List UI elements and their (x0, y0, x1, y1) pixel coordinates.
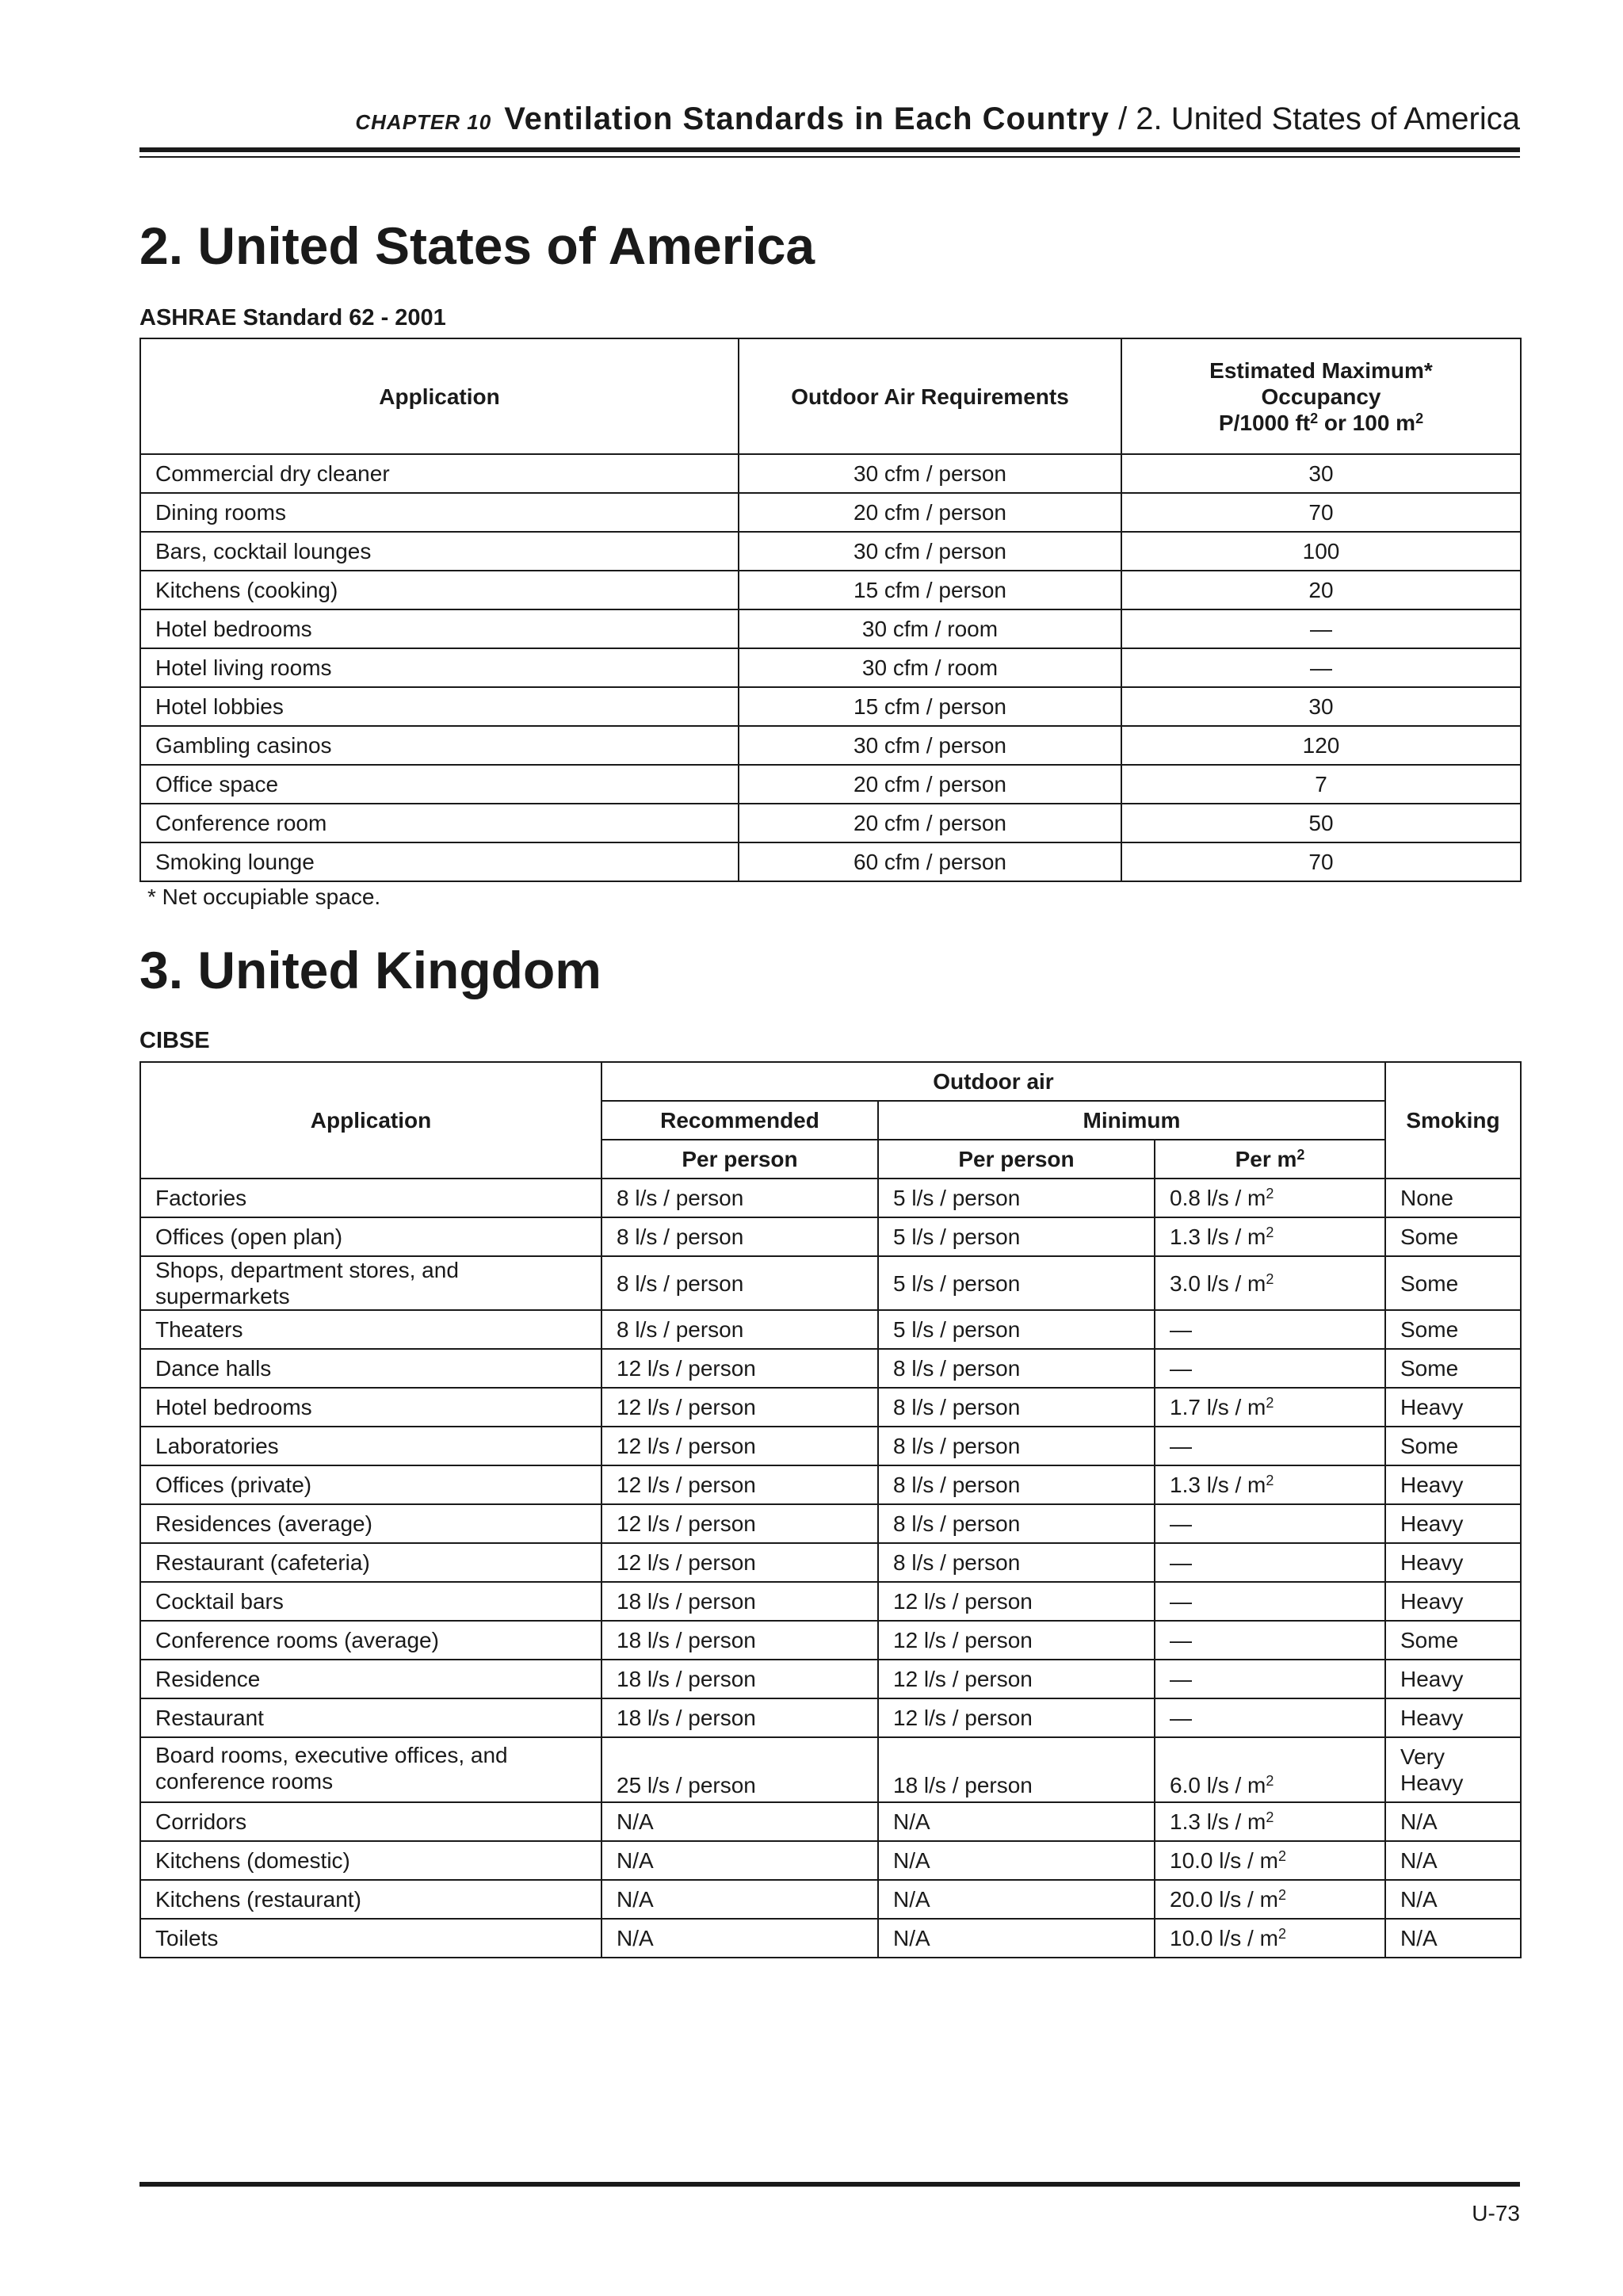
cell-minimum: N/A (878, 1802, 1155, 1841)
cell-application: Offices (open plan) (140, 1217, 601, 1256)
cell-minimum: 8 l/s / person (878, 1388, 1155, 1427)
per-m2-sup: 2 (1266, 1809, 1274, 1825)
col-min-per-m2 (1155, 1140, 1385, 1179)
table-row (140, 1465, 1521, 1504)
table-row (140, 687, 1521, 726)
cell-smoking: Very Heavy (1385, 1737, 1521, 1802)
per-m2-value: — (1170, 1511, 1192, 1536)
cell-per-m2 (1155, 1349, 1385, 1388)
cell-application: Corridors (140, 1802, 601, 1841)
cell-minimum: 8 l/s / person (878, 1427, 1155, 1465)
col-smoking: Smoking (1385, 1062, 1521, 1179)
us-ventilation-table (139, 338, 1522, 882)
us-standard-label: ASHRAE Standard 62 - 2001 (139, 305, 446, 330)
cell-smoking: Heavy (1385, 1388, 1521, 1427)
per-m2-value: 0.8 l/s / m (1170, 1186, 1266, 1210)
cell-application: Conference rooms (average) (140, 1621, 601, 1660)
per-m2-sup: 2 (1277, 1848, 1286, 1864)
table-row (140, 1310, 1521, 1349)
table-row (140, 1217, 1521, 1256)
table-row (140, 571, 1521, 609)
cell-application: Factories (140, 1179, 601, 1217)
per-m2-value: 1.3 l/s / m (1170, 1224, 1266, 1249)
cell-outdoor-air: 60 cfm / person (739, 842, 1121, 881)
cell-recommended: 12 l/s / person (601, 1465, 878, 1504)
cell-application: Offices (private) (140, 1465, 601, 1504)
cell-minimum: 12 l/s / person (878, 1582, 1155, 1621)
cell-smoking: Heavy (1385, 1698, 1521, 1737)
cell-minimum: 12 l/s / person (878, 1698, 1155, 1737)
per-m2-value: — (1170, 1667, 1192, 1691)
cell-recommended: 12 l/s / person (601, 1543, 878, 1582)
cell-smoking: Some (1385, 1427, 1521, 1465)
header-title: Ventilation Standards in Each Country (504, 101, 1109, 136)
cell-outdoor-air: 30 cfm / person (739, 726, 1121, 765)
cell-outdoor-air: 20 cfm / person (739, 493, 1121, 532)
col-application: Application (140, 1062, 601, 1179)
cell-minimum: 18 l/s / person (878, 1737, 1155, 1802)
cell-application: Cocktail bars (140, 1582, 601, 1621)
cell-per-m2 (1155, 1582, 1385, 1621)
cell-outdoor-air: 15 cfm / person (739, 687, 1121, 726)
col-occupancy (1121, 338, 1521, 454)
cell-smoking: Some (1385, 1621, 1521, 1660)
occupancy-line-1: Estimated Maximum* (1209, 357, 1433, 383)
cell-occupancy: — (1121, 609, 1521, 648)
cell-smoking: N/A (1385, 1841, 1521, 1880)
cell-application: Office space (140, 765, 739, 804)
table-row (140, 1737, 1521, 1802)
per-m2-value: — (1170, 1550, 1192, 1575)
per-m2-value: 10.0 l/s / m (1170, 1848, 1278, 1873)
cell-application: Restaurant (140, 1698, 601, 1737)
table-row (140, 609, 1521, 648)
col-application: Application (140, 338, 739, 454)
cell-smoking: N/A (1385, 1919, 1521, 1958)
table-row (140, 1504, 1521, 1543)
per-m2-sup: 2 (1266, 1473, 1274, 1488)
cell-outdoor-air: 30 cfm / room (739, 648, 1121, 687)
cell-per-m2 (1155, 1465, 1385, 1504)
cell-recommended: N/A (601, 1802, 878, 1841)
cell-per-m2 (1155, 1217, 1385, 1256)
cell-minimum: 8 l/s / person (878, 1349, 1155, 1388)
per-m2-value: — (1170, 1434, 1192, 1458)
cell-per-m2 (1155, 1919, 1385, 1958)
cell-occupancy: 20 (1121, 571, 1521, 609)
running-header (139, 101, 1520, 149)
per-m2-value: — (1170, 1356, 1192, 1381)
cell-recommended: 12 l/s / person (601, 1349, 878, 1388)
section-heading-uk: 3. United Kingdom (139, 941, 601, 999)
cell-outdoor-air: 15 cfm / person (739, 571, 1121, 609)
cell-application: Residences (average) (140, 1504, 601, 1543)
per-m2-value: 1.3 l/s / m (1170, 1809, 1266, 1834)
cell-occupancy: — (1121, 648, 1521, 687)
cell-per-m2 (1155, 1543, 1385, 1582)
cell-occupancy: 30 (1121, 454, 1521, 493)
cell-per-m2 (1155, 1841, 1385, 1880)
per-m2-value: — (1170, 1706, 1192, 1730)
per-m2-value: 6.0 l/s / m (1170, 1773, 1266, 1797)
cell-recommended: 8 l/s / person (601, 1310, 878, 1349)
cell-smoking: Some (1385, 1349, 1521, 1388)
cell-occupancy: 70 (1121, 493, 1521, 532)
per-m2-value: 20.0 l/s / m (1170, 1887, 1278, 1912)
col-group-outdoor-air: Outdoor air (601, 1062, 1385, 1101)
table-row (140, 1802, 1521, 1841)
per-m2-value: 1.3 l/s / m (1170, 1473, 1266, 1497)
header-rule-thick (139, 147, 1520, 152)
footer-rule (139, 2182, 1520, 2187)
cell-per-m2 (1155, 1737, 1385, 1802)
cell-recommended: N/A (601, 1919, 878, 1958)
table-row (140, 765, 1521, 804)
cell-outdoor-air: 30 cfm / person (739, 532, 1121, 571)
cell-recommended: 12 l/s / person (601, 1504, 878, 1543)
table-row (140, 1582, 1521, 1621)
uk-standard-label: CIBSE (139, 1028, 210, 1053)
cell-occupancy: 7 (1121, 765, 1521, 804)
cell-occupancy: 30 (1121, 687, 1521, 726)
cell-minimum: 8 l/s / person (878, 1543, 1155, 1582)
cell-minimum: 5 l/s / person (878, 1179, 1155, 1217)
table-row (140, 1621, 1521, 1660)
col-min-per-person: Per person (878, 1140, 1155, 1179)
cell-smoking: Heavy (1385, 1504, 1521, 1543)
page-number: U-73 (1472, 2201, 1520, 2225)
header-rule-thin (139, 156, 1520, 158)
cell-minimum: 12 l/s / person (878, 1621, 1155, 1660)
cell-occupancy: 70 (1121, 842, 1521, 881)
cell-application: Toilets (140, 1919, 601, 1958)
section-heading-us: 2. United States of America (139, 216, 815, 275)
occupancy-line-2: Occupancy (1261, 384, 1381, 409)
cell-application: Dance halls (140, 1349, 601, 1388)
table-row (140, 1880, 1521, 1919)
cell-smoking: Heavy (1385, 1543, 1521, 1582)
cell-smoking: Heavy (1385, 1465, 1521, 1504)
table-row (140, 1427, 1521, 1465)
occupancy-line-3 (1136, 410, 1506, 436)
cell-application: Dining rooms (140, 493, 739, 532)
cell-per-m2 (1155, 1660, 1385, 1698)
cell-per-m2 (1155, 1427, 1385, 1465)
cell-outdoor-air: 20 cfm / person (739, 765, 1121, 804)
cell-minimum: 12 l/s / person (878, 1660, 1155, 1698)
table-row (140, 842, 1521, 881)
cell-application: Residence (140, 1660, 601, 1698)
cell-minimum: 8 l/s / person (878, 1504, 1155, 1543)
cell-recommended: 8 l/s / person (601, 1217, 878, 1256)
cell-application: Restaurant (cafeteria) (140, 1543, 601, 1582)
table-header-row (140, 1062, 1521, 1101)
table-row (140, 1349, 1521, 1388)
cell-recommended: 8 l/s / person (601, 1179, 878, 1217)
cell-per-m2 (1155, 1621, 1385, 1660)
per-m2-label: Per m (1235, 1147, 1297, 1171)
cell-minimum: 5 l/s / person (878, 1256, 1155, 1310)
cell-recommended: 18 l/s / person (601, 1582, 878, 1621)
cell-application: Hotel bedrooms (140, 1388, 601, 1427)
cell-minimum: N/A (878, 1919, 1155, 1958)
table-row (140, 804, 1521, 842)
cell-application: Board rooms, executive offices, and conference rooms (140, 1737, 601, 1802)
uk-ventilation-table (139, 1061, 1522, 1958)
table-row (140, 1256, 1521, 1310)
cell-recommended: N/A (601, 1880, 878, 1919)
cell-minimum: 8 l/s / person (878, 1465, 1155, 1504)
per-m2-value: — (1170, 1317, 1192, 1342)
per-m2-value: — (1170, 1628, 1192, 1652)
cell-smoking: Heavy (1385, 1582, 1521, 1621)
cell-application: Laboratories (140, 1427, 601, 1465)
cell-application: Hotel bedrooms (140, 609, 739, 648)
cell-per-m2 (1155, 1802, 1385, 1841)
table-row (140, 1841, 1521, 1880)
table-row (140, 1388, 1521, 1427)
cell-application: Hotel lobbies (140, 687, 739, 726)
header-subtitle: / 2. United States of America (1109, 101, 1520, 136)
cell-per-m2 (1155, 1880, 1385, 1919)
col-outdoor-air: Outdoor Air Requirements (739, 338, 1121, 454)
cell-per-m2 (1155, 1256, 1385, 1310)
table-row (140, 1660, 1521, 1698)
cell-minimum: N/A (878, 1880, 1155, 1919)
cell-per-m2 (1155, 1698, 1385, 1737)
cell-application: Gambling casinos (140, 726, 739, 765)
table-row (140, 493, 1521, 532)
cell-occupancy: 50 (1121, 804, 1521, 842)
cell-application: Shops, department stores, and supermarkets (140, 1256, 601, 1310)
per-m2-value: 10.0 l/s / m (1170, 1926, 1278, 1950)
col-rec-per-person: Per person (601, 1140, 878, 1179)
table-row (140, 726, 1521, 765)
per-m2-sup: 2 (1277, 1926, 1286, 1942)
occupancy-unit-a: P/1000 ft (1218, 410, 1311, 435)
table-row (140, 1919, 1521, 1958)
cell-smoking: None (1385, 1179, 1521, 1217)
cell-application: Theaters (140, 1310, 601, 1349)
cell-recommended: 12 l/s / person (601, 1427, 878, 1465)
cell-smoking: Some (1385, 1310, 1521, 1349)
chapter-label: CHAPTER 10 (355, 110, 492, 134)
per-m2-sup: 2 (1266, 1395, 1274, 1411)
per-m2-value: — (1170, 1589, 1192, 1614)
per-m2-sup: 2 (1266, 1224, 1274, 1240)
cell-recommended: 18 l/s / person (601, 1698, 878, 1737)
cell-smoking: Some (1385, 1256, 1521, 1310)
cell-application: Bars, cocktail lounges (140, 532, 739, 571)
per-m2-value: 3.0 l/s / m (1170, 1270, 1266, 1296)
cell-recommended: 18 l/s / person (601, 1621, 878, 1660)
per-m2-sup: 2 (1266, 1186, 1274, 1201)
per-m2-value: 1.7 l/s / m (1170, 1395, 1266, 1419)
table-row (140, 1179, 1521, 1217)
cell-application: Hotel living rooms (140, 648, 739, 687)
per-m2-sup: 2 (1277, 1887, 1286, 1903)
cell-minimum: 5 l/s / person (878, 1310, 1155, 1349)
per-m2-sup: 2 (1266, 1773, 1274, 1789)
cell-application: Conference room (140, 804, 739, 842)
table-row (140, 532, 1521, 571)
per-m2-sup: 2 (1296, 1147, 1305, 1163)
cell-minimum: 5 l/s / person (878, 1217, 1155, 1256)
cell-recommended: 8 l/s / person (601, 1256, 878, 1310)
cell-outdoor-air: 30 cfm / room (739, 609, 1121, 648)
cell-minimum: N/A (878, 1841, 1155, 1880)
occupancy-unit-b: or 100 m (1318, 410, 1416, 435)
cell-smoking: Some (1385, 1217, 1521, 1256)
col-minimum: Minimum (878, 1101, 1385, 1140)
cell-per-m2 (1155, 1179, 1385, 1217)
cell-outdoor-air: 30 cfm / person (739, 454, 1121, 493)
cell-recommended: 25 l/s / person (601, 1737, 878, 1802)
occupancy-sup-1: 2 (1310, 410, 1319, 426)
table-row (140, 1543, 1521, 1582)
cell-smoking: N/A (1385, 1802, 1521, 1841)
cell-recommended: 18 l/s / person (601, 1660, 878, 1698)
cell-application: Kitchens (domestic) (140, 1841, 601, 1880)
footnote: * Net occupiable space. (147, 884, 381, 909)
cell-smoking: N/A (1385, 1880, 1521, 1919)
per-m2-sup: 2 (1266, 1270, 1274, 1287)
cell-application: Commercial dry cleaner (140, 454, 739, 493)
cell-recommended: N/A (601, 1841, 878, 1880)
table-row (140, 1698, 1521, 1737)
table-row (140, 454, 1521, 493)
cell-smoking: Heavy (1385, 1660, 1521, 1698)
table-header-row (140, 338, 1521, 454)
cell-occupancy: 100 (1121, 532, 1521, 571)
table-row (140, 648, 1521, 687)
cell-occupancy: 120 (1121, 726, 1521, 765)
cell-per-m2 (1155, 1504, 1385, 1543)
cell-recommended: 12 l/s / person (601, 1388, 878, 1427)
occupancy-sup-2: 2 (1415, 410, 1424, 426)
cell-outdoor-air: 20 cfm / person (739, 804, 1121, 842)
cell-application: Kitchens (restaurant) (140, 1880, 601, 1919)
cell-per-m2 (1155, 1310, 1385, 1349)
cell-application: Kitchens (cooking) (140, 571, 739, 609)
col-recommended: Recommended (601, 1101, 878, 1140)
cell-per-m2 (1155, 1388, 1385, 1427)
cell-application: Smoking lounge (140, 842, 739, 881)
